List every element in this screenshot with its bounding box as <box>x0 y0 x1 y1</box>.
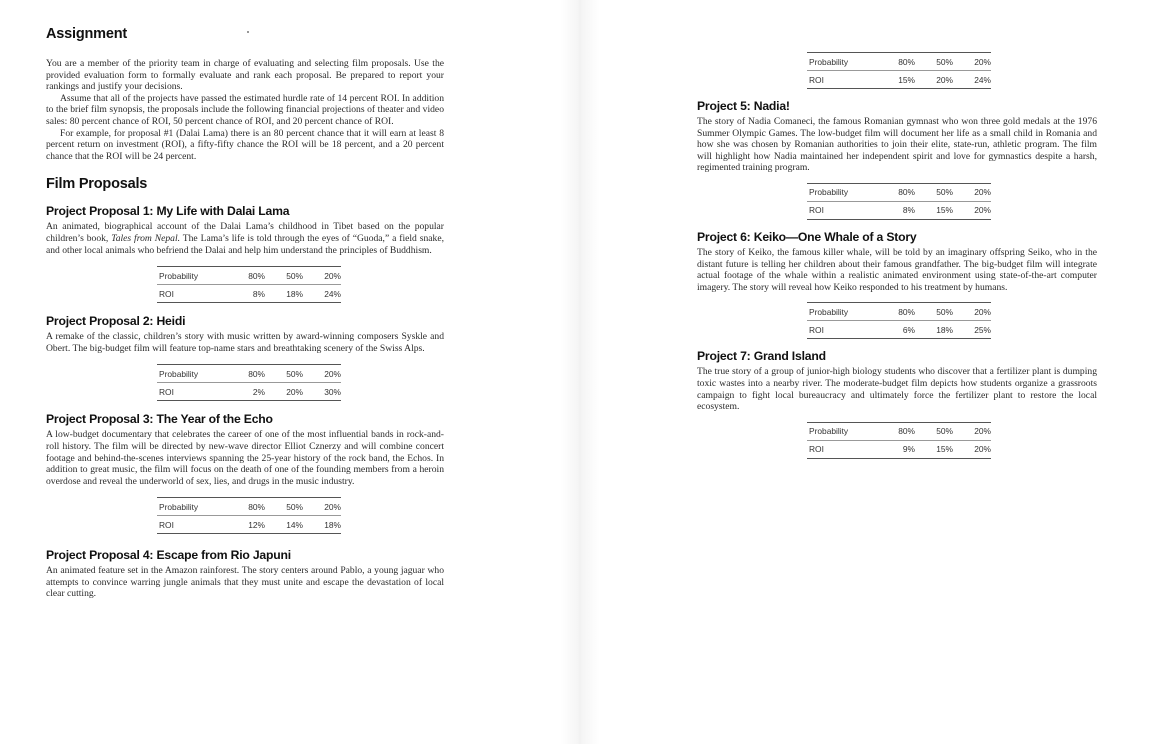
roi-cell: 20% <box>974 205 991 216</box>
project-description: An animated feature set in the Amazon rainforest. The story centers around Pablo, a young jaguar who attempts to convince warring jungle animals that they must unite and escape the devastation of local clear cutting. <box>46 565 444 600</box>
roi-table <box>807 302 991 339</box>
roi-table <box>157 266 341 303</box>
roi-table <box>807 183 991 220</box>
probability-cell: 50% <box>936 56 953 67</box>
project-description: A remake of the classic, children’s story with music written by award-winning composers Syskle and Obert. The big-budget film will feature top-name stars and breathtaking scenery of the Swiss Alps. <box>46 331 444 354</box>
assignment-paragraph: Assume that all of the projects have passed the estimated hurdle rate of 14 percent ROI. In addition to the brief film synopsis, the proposals include the following financial projections of theater and video sales: 80 percent chance of ROI, 50 percent chance of ROI, and 20 percent chance of ROI. <box>46 92 444 127</box>
assignment-paragraph: You are a member of the priority team in charge of evaluating and selecting film proposals. Use the provided evaluation form to formally evaluate and rank each proposal. Be prepared to report your rankings and justify your decisions. <box>46 58 444 93</box>
project-description <box>46 221 444 256</box>
film-proposals-heading: Film Proposals <box>46 176 148 193</box>
probability-label: Probability <box>809 187 849 198</box>
roi-cell: 20% <box>936 74 953 85</box>
probability-cell: 20% <box>324 270 341 281</box>
roi-cell: 18% <box>286 288 303 299</box>
roi-cell: 14% <box>286 519 303 530</box>
probability-cell: 50% <box>936 187 953 198</box>
roi-row <box>807 70 991 88</box>
roi-cell: 9% <box>902 444 915 455</box>
roi-table <box>807 422 991 459</box>
project-description: The story of Nadia Comaneci, the famous Romanian gymnast who won three gold medals at the 1976 Summer Olympic Games. The low-budget film will document her life as a small child in Romania and how she was chosen by Romanian authorities to join their elite, state-run, athletic program. The film will highlight how Nadia maintained her independent spirit and love for gymnastics despite a harsh, regimented training program. <box>697 116 1097 174</box>
roi-row <box>157 515 341 533</box>
roi-label: ROI <box>809 444 824 455</box>
right-column <box>697 52 1097 459</box>
probability-cell: 80% <box>248 368 265 379</box>
probability-row <box>157 267 341 284</box>
project-title: Project Proposal 1: My Life with Dalai Lama <box>46 204 290 219</box>
probability-cell: 50% <box>286 270 303 281</box>
probability-cell: 50% <box>936 426 953 437</box>
roi-cell: 20% <box>974 444 991 455</box>
description-text: The Lama’s life is told through the eyes of “Guoda,” a field snake, and other local animals who befriend the Dalai and help him understand the principles of Buddhism. <box>46 232 444 256</box>
project-title: Project Proposal 3: The Year of the Echo <box>46 412 273 427</box>
probability-cell: 80% <box>248 270 265 281</box>
probability-cell: 80% <box>248 501 265 512</box>
probability-row <box>807 303 991 320</box>
roi-table <box>157 364 341 401</box>
project-title: Project Proposal 2: Heidi <box>46 314 186 329</box>
roi-label: ROI <box>809 74 824 85</box>
probability-row <box>807 184 991 201</box>
probability-cell: 50% <box>286 368 303 379</box>
right-page <box>580 0 1159 744</box>
probability-cell: 80% <box>898 187 915 198</box>
roi-row <box>157 284 341 302</box>
project-title: Project Proposal 4: Escape from Rio Japuni <box>46 548 291 563</box>
roi-label: ROI <box>159 288 174 299</box>
project-description: The story of Keiko, the famous killer whale, will be told by an imaginary offspring Seiko, who in the distant future is telling her children about their famous grandfather. The big-budget film will integrate actual footage of the whale within a realistic animated environment using state-of-the-art computer imagery. The story will reveal how Keiko responded to his treatment by humans. <box>697 246 1097 293</box>
probability-cell: 50% <box>936 306 953 317</box>
probability-label: Probability <box>159 368 199 379</box>
probability-label: Probability <box>159 501 199 512</box>
project-description: A low-budget documentary that celebrates the career of one of the most influential bands in rock-and-roll history. The film will be directed by new-wave director Elliot Cznerzy and will combine concert footage and behind-the-scenes interviews spanning the 25-year history of the rock band, the Echos. In addition to great music, the film will focus on the death of one of the founding members from a heroin overdose and reveal the underworld of sex, lies, and drugs in the music industry. <box>46 429 444 487</box>
roi-cell: 15% <box>898 74 915 85</box>
roi-label: ROI <box>809 324 824 335</box>
project-description: The true story of a group of junior-high biology students who discover that a fertilizer plant is dumping toxic wastes into a nearby river. The moderate-budget film depicts how students organize a grassroots campaign to fight local bureaucracy and ultimately force the fertilizer plant to restore the local ecosystem. <box>697 366 1097 413</box>
project-title: Project 7: Grand Island <box>697 349 826 364</box>
probability-cell: 80% <box>898 306 915 317</box>
probability-row <box>807 423 991 440</box>
roi-cell: 15% <box>936 205 953 216</box>
roi-row <box>157 382 341 400</box>
roi-cell: 2% <box>252 386 265 397</box>
probability-cell: 20% <box>974 426 991 437</box>
roi-row <box>807 440 991 458</box>
roi-cell: 6% <box>902 324 915 335</box>
roi-cell: 30% <box>324 386 341 397</box>
roi-table <box>807 52 991 89</box>
roi-cell: 24% <box>974 74 991 85</box>
probability-row <box>157 365 341 382</box>
roi-cell: 20% <box>286 386 303 397</box>
roi-cell: 25% <box>974 324 991 335</box>
roi-label: ROI <box>809 205 824 216</box>
probability-label: Probability <box>809 426 849 437</box>
roi-cell: 8% <box>252 288 265 299</box>
probability-cell: 50% <box>286 501 303 512</box>
probability-cell: 20% <box>974 187 991 198</box>
roi-cell: 8% <box>902 205 915 216</box>
probability-cell: 80% <box>898 56 915 67</box>
roi-label: ROI <box>159 519 174 530</box>
roi-label: ROI <box>159 386 174 397</box>
probability-label: Probability <box>159 270 199 281</box>
probability-label: Probability <box>809 306 849 317</box>
probability-cell: 80% <box>898 426 915 437</box>
roi-cell: 18% <box>324 519 341 530</box>
project-title: Project 6: Keiko—One Whale of a Story <box>697 229 917 244</box>
left-column <box>46 26 444 600</box>
probability-cell: 20% <box>974 56 991 67</box>
probability-label: Probability <box>809 56 849 67</box>
probability-row <box>807 53 991 70</box>
assignment-heading: Assignment <box>46 26 127 42</box>
roi-table <box>157 497 341 534</box>
roi-cell: 24% <box>324 288 341 299</box>
assignment-paragraph: For example, for proposal #1 (Dalai Lama) there is an 80 percent chance that it will earn at least 8 percent return on investment (ROI), a fifty-fifty chance the ROI will be 18 percent, and a 20 percent chance that the ROI will be 24 percent. <box>46 127 444 162</box>
roi-row <box>807 201 991 219</box>
probability-cell: 20% <box>324 368 341 379</box>
description-text: An animated, biographical account of the Dalai Lama’s childhood in Tibet based on the popular children’s book, <box>46 221 444 244</box>
roi-cell: 18% <box>936 324 953 335</box>
roi-cell: 12% <box>248 519 265 530</box>
project-title: Project 5: Nadia! <box>697 99 790 113</box>
probability-cell: 20% <box>974 306 991 317</box>
roi-row <box>807 320 991 338</box>
book-title: Tales from Nepal. <box>111 232 181 244</box>
roi-cell: 15% <box>936 444 953 455</box>
probability-row <box>157 498 341 515</box>
probability-cell: 20% <box>324 501 341 512</box>
